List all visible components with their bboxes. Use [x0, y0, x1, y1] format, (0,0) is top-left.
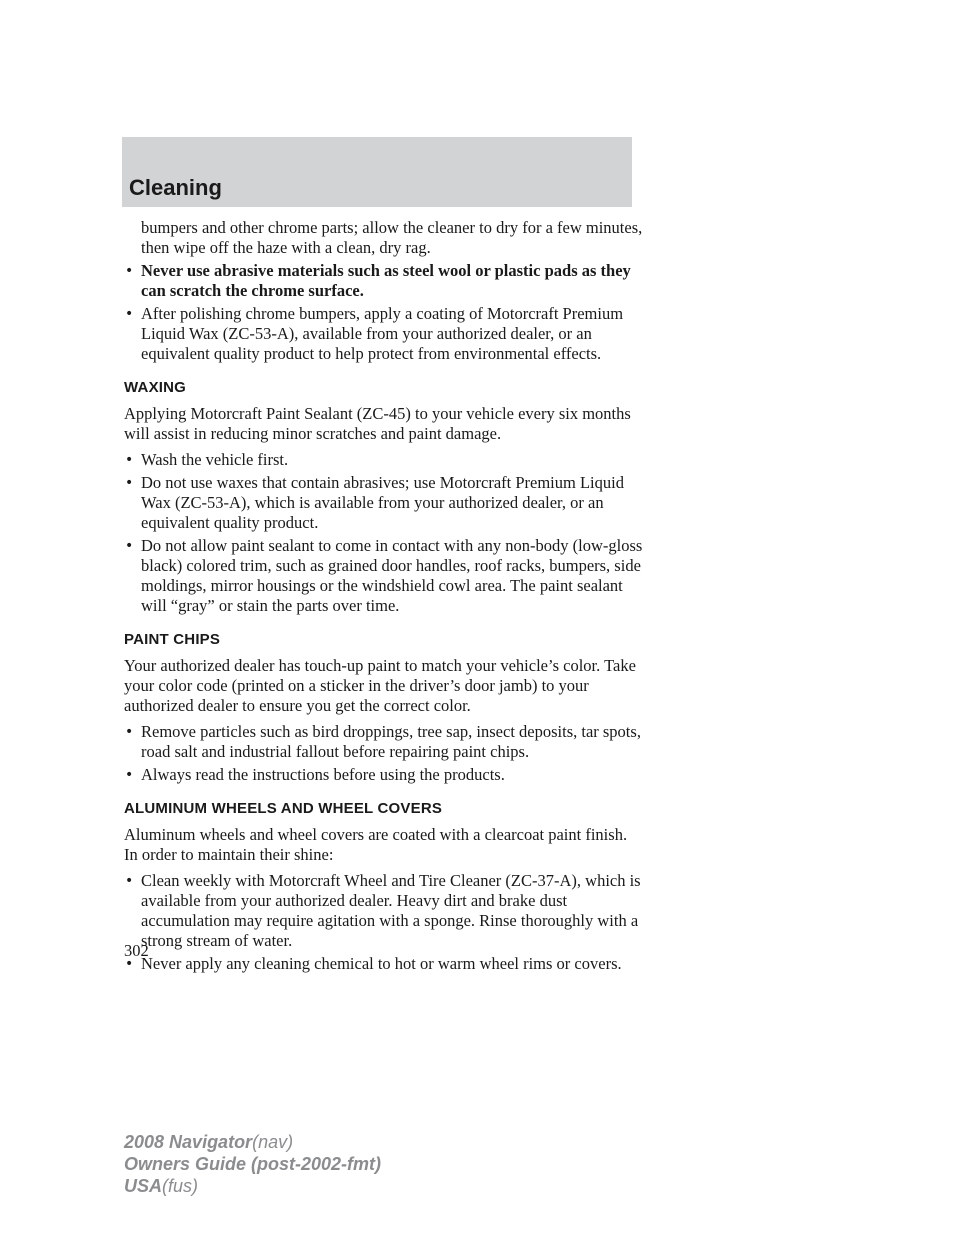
footer-line-1 [124, 1131, 381, 1153]
list-item [124, 450, 644, 470]
list-item-text: Always read the instructions before using the products. [141, 765, 505, 784]
list-item [124, 765, 644, 785]
page-number: 302 [124, 941, 149, 960]
bullet-glyph: • [125, 538, 134, 554]
bullet-glyph: • [125, 263, 134, 279]
bullet-glyph: • [125, 873, 134, 889]
section-title: Cleaning [129, 175, 222, 200]
list-item-text: Do not allow paint sealant to come in contact with any non-body (low-gloss black) colored trim, such as grained door handles, roof racks, bumpers, side moldings, mirror housings or the windshield cowl area. The paint sealant will “gray” or stain the parts over time. [141, 536, 643, 615]
list-item [124, 536, 644, 616]
document-footer [124, 1131, 381, 1197]
intro-continuation: bumpers and other chrome parts; allow the cleaner to dry for a few minutes, then wipe off the haze with a clean, dry rag. [141, 218, 643, 257]
bullet-glyph: • [125, 475, 134, 491]
list-item [124, 473, 644, 533]
footer-model-code: (nav) [252, 1132, 294, 1152]
footer-line-2: Owners Guide (post-2002-fmt) [124, 1154, 382, 1174]
bullet-glyph: • [125, 767, 134, 783]
list-item [124, 871, 644, 951]
aluminum-wheels-paragraph: Aluminum wheels and wheel covers are coated with a clearcoat paint finish. In order to maintain their shine: [124, 825, 628, 864]
footer-market-code: (fus) [162, 1176, 199, 1196]
list-item-text: Clean weekly with Motorcraft Wheel and Tire Cleaner (ZC-37-A), which is available from your authorized dealer. Heavy dirt and brake dust accumulation may require agitation with a sponge. Rinse thoroughly with a strong stream of water. [141, 871, 641, 950]
heading-paint-chips: PAINT CHIPS [124, 631, 221, 648]
footer-line-3 [124, 1175, 381, 1197]
list-item-text: Do not use waxes that contain abrasives; use Motorcraft Premium Liquid Wax (ZC-53-A), which is available from your authorized dealer, or an equivalent quality product. [141, 473, 624, 532]
footer-market: USA [124, 1176, 163, 1196]
list-item [124, 261, 644, 301]
bullet-glyph: • [125, 452, 134, 468]
footer-model: 2008 Navigator [124, 1132, 253, 1152]
section-header-band [122, 137, 632, 207]
list-item-text: Never use abrasive materials such as steel wool or plastic pads as they can scratch the chrome surface. [141, 261, 631, 300]
bullet-glyph: • [125, 956, 134, 972]
heading-aluminum-wheels: ALUMINUM WHEELS AND WHEEL COVERS [124, 800, 443, 817]
bullet-glyph: • [125, 724, 134, 740]
paint-chips-paragraph: Your authorized dealer has touch-up paint to match your vehicle’s color. Take your color code (printed on a sticker in the driver’s door jamb) to your authorized dealer to ensure you get the correct color. [124, 656, 636, 715]
heading-waxing: WAXING [124, 379, 187, 396]
bullet-glyph: • [125, 306, 134, 322]
list-item [124, 722, 644, 762]
list-item [124, 304, 644, 364]
list-item-text: Never apply any cleaning chemical to hot or warm wheel rims or covers. [141, 954, 622, 973]
waxing-paragraph: Applying Motorcraft Paint Sealant (ZC-45) to your vehicle every six months will assist in reducing minor scratches and paint damage. [124, 404, 631, 443]
page-content [124, 218, 644, 977]
list-item-text: After polishing chrome bumpers, apply a coating of Motorcraft Premium Liquid Wax (ZC-53-A), available from your authorized dealer, or an equivalent quality product to help protect from environmental effects. [141, 304, 624, 363]
list-item-text: Wash the vehicle first. [141, 450, 289, 469]
list-item-text: Remove particles such as bird droppings, tree sap, insect deposits, tar spots, road salt and industrial fallout before repairing paint chips. [141, 722, 641, 761]
list-item [124, 954, 644, 974]
